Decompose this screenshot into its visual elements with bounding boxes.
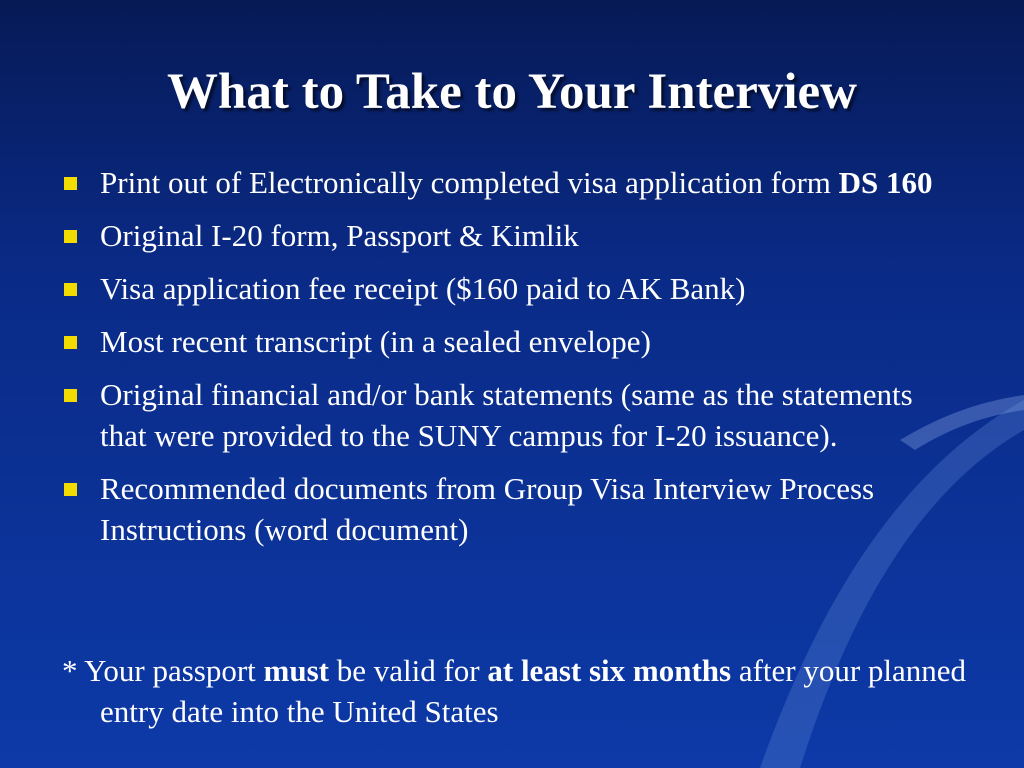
bullet-text: Visa application fee receipt ($160 paid to AK Bank) [100,271,746,306]
list-item [62,374,962,456]
yellow-square-bullet-icon [64,283,77,296]
yellow-square-bullet-icon [64,230,77,243]
bullet-text: Recommended documents from Group Visa Interview Process Instructions (word document) [100,471,875,547]
note-text: be valid for [328,653,488,688]
yellow-square-bullet-icon [64,483,77,496]
bullet-text: Print out of Electronically completed visa application form [100,165,839,200]
bullet-text: Original I-20 form, Passport & Kimlik [100,218,579,253]
note-bold-duration: at least six months [487,653,732,688]
slide-title: What to Take to Your Interview [167,64,857,120]
bullet-bold-text: DS 160 [838,165,933,200]
passport-note [62,650,1000,732]
list-item [62,321,962,362]
bullet-text: Most recent transcript (in a sealed envelope) [100,324,651,359]
list-item [62,215,962,256]
bullet-text: Original financial and/or bank statements (same as the statements that were provided to the SUNY campus for I-20 issuance). [100,377,913,453]
yellow-square-bullet-icon [64,389,77,402]
yellow-square-bullet-icon [64,177,77,190]
list-item [62,268,962,309]
note-bold-must: must [263,653,329,688]
note-text: after your planned entry date into the United States [100,653,967,729]
note-text: * Your passport [62,653,264,688]
yellow-square-bullet-icon [64,336,77,349]
list-item [62,162,962,203]
list-item [62,468,962,550]
bullet-list [62,162,962,562]
